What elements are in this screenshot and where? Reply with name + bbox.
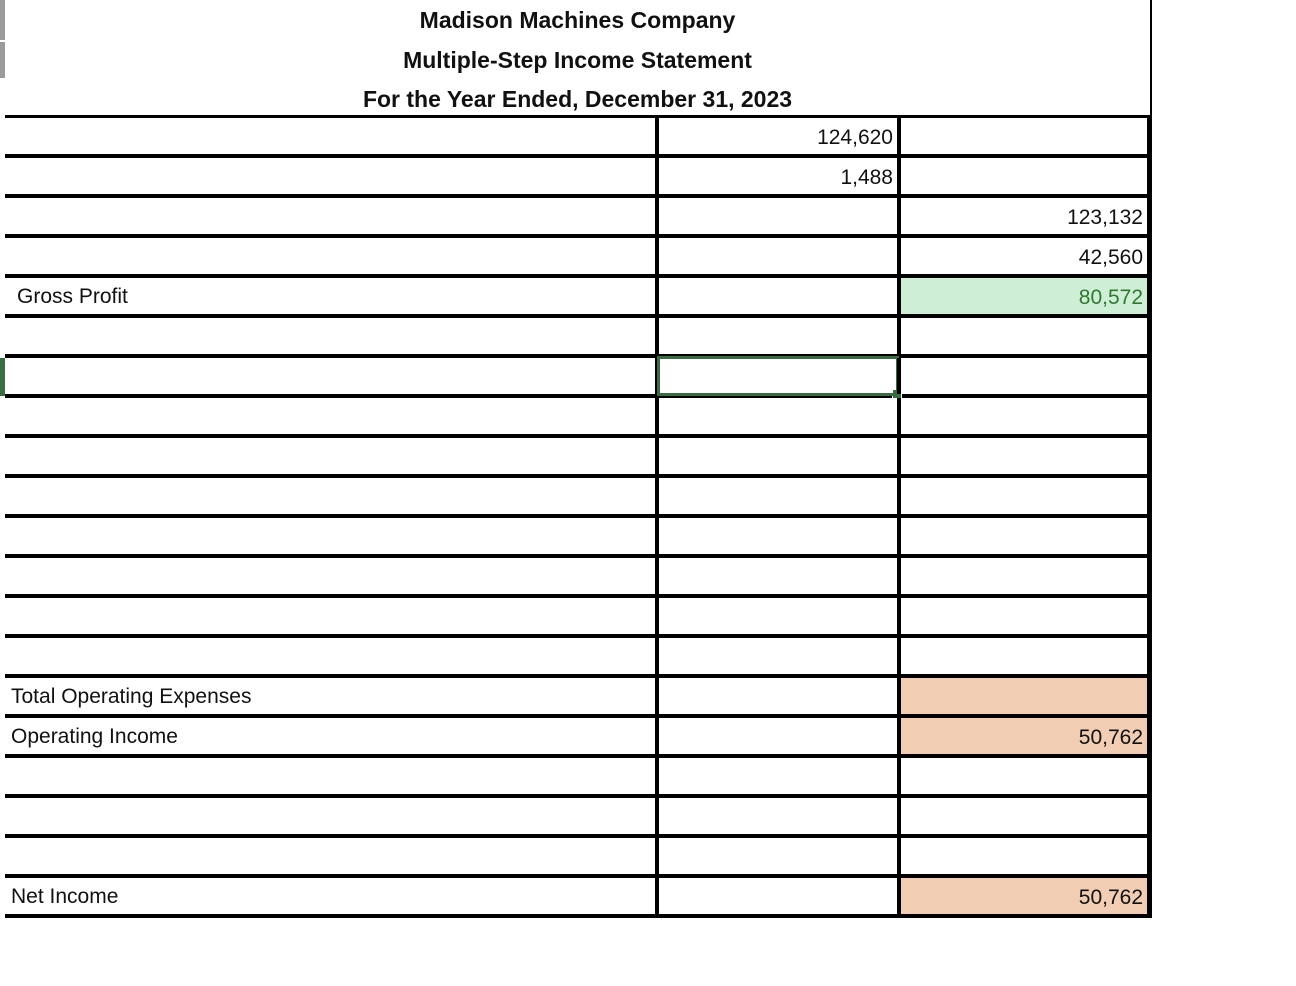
table-row — [5, 638, 1152, 678]
total-cell[interactable] — [901, 678, 1147, 714]
total-cell[interactable] — [901, 398, 1147, 434]
row-label-cell[interactable] — [7, 598, 655, 634]
row-label-cell[interactable] — [7, 838, 655, 874]
table-row — [5, 758, 1152, 798]
amount-cell[interactable] — [659, 758, 897, 794]
table-row — [5, 678, 1152, 718]
amount-cell[interactable]: 1,488 — [840, 166, 893, 189]
table-right-border — [1147, 838, 1152, 874]
table-right-border — [1147, 118, 1152, 154]
table-right-border — [1147, 558, 1152, 594]
table-right-border — [1147, 158, 1152, 194]
amount-cell[interactable] — [659, 438, 897, 474]
amount-cell[interactable] — [659, 198, 897, 234]
table-right-border — [1147, 638, 1152, 674]
total-cell[interactable] — [901, 638, 1147, 674]
table-row — [5, 198, 1152, 238]
row-label-cell[interactable] — [7, 198, 655, 234]
total-cell[interactable] — [901, 558, 1147, 594]
table-row — [5, 478, 1152, 518]
row-label-cell[interactable]: Total Operating Expenses — [11, 685, 252, 708]
total-cell[interactable] — [901, 118, 1147, 154]
table-row — [5, 878, 1152, 918]
amount-cell[interactable] — [659, 238, 897, 274]
statement-title: Multiple-Step Income Statement — [403, 47, 752, 73]
amount-cell[interactable] — [659, 718, 897, 754]
table-right-border — [1147, 318, 1152, 354]
table-row — [5, 158, 1152, 198]
row-label-cell[interactable] — [7, 638, 655, 674]
amount-cell[interactable]: 124,620 — [817, 126, 893, 149]
table-row — [5, 598, 1152, 638]
table-right-border — [1147, 358, 1152, 394]
table-right-border — [1147, 718, 1152, 754]
sheet-right-border — [1150, 0, 1152, 118]
table-row — [5, 358, 1152, 398]
table-row — [5, 238, 1152, 278]
row-label-cell[interactable]: Net Income — [11, 885, 119, 908]
table-right-border — [1147, 678, 1152, 714]
row-label-cell[interactable] — [7, 238, 655, 274]
table-right-border — [1147, 278, 1152, 314]
amount-cell[interactable] — [659, 798, 897, 834]
table-right-border — [1147, 598, 1152, 634]
table-row — [5, 115, 1152, 158]
table-right-border — [1147, 758, 1152, 794]
row-label-cell[interactable] — [7, 798, 655, 834]
table-row — [5, 718, 1152, 758]
table-right-border — [1147, 798, 1152, 834]
total-cell[interactable] — [901, 598, 1147, 634]
table-row — [5, 518, 1152, 558]
total-cell[interactable]: 80,572 — [901, 278, 1147, 314]
total-cell[interactable] — [901, 758, 1147, 794]
amount-cell[interactable] — [659, 678, 897, 714]
row-label-cell[interactable] — [7, 438, 655, 474]
row-label-cell[interactable] — [7, 478, 655, 514]
table-right-border — [1147, 878, 1152, 914]
amount-cell[interactable] — [659, 398, 897, 434]
amount-cell[interactable] — [659, 478, 897, 514]
table-right-border — [1147, 238, 1152, 274]
table-row — [5, 558, 1152, 598]
row-label-cell[interactable] — [7, 358, 655, 394]
table-right-border — [1147, 518, 1152, 554]
amount-cell[interactable] — [659, 518, 897, 554]
table-right-border — [1147, 198, 1152, 234]
total-cell[interactable]: 42,560 — [1078, 246, 1143, 269]
total-cell[interactable]: 123,132 — [1067, 206, 1143, 229]
table-row — [5, 838, 1152, 878]
table-row — [5, 438, 1152, 478]
total-cell[interactable] — [901, 838, 1147, 874]
total-cell[interactable] — [901, 478, 1147, 514]
row-label-cell[interactable] — [7, 158, 655, 194]
amount-cell[interactable] — [659, 558, 897, 594]
selected-cell[interactable] — [659, 358, 897, 394]
total-cell[interactable] — [901, 798, 1147, 834]
amount-cell[interactable] — [659, 278, 897, 314]
total-cell[interactable] — [901, 158, 1147, 194]
total-cell[interactable]: 50,762 — [901, 718, 1147, 754]
amount-cell[interactable] — [659, 638, 897, 674]
total-cell[interactable] — [901, 358, 1147, 394]
table-row — [5, 278, 1152, 318]
row-label-cell[interactable] — [7, 558, 655, 594]
table-right-border — [1147, 478, 1152, 514]
table-row — [5, 798, 1152, 838]
total-cell[interactable]: 50,762 — [901, 878, 1147, 914]
total-cell[interactable] — [901, 438, 1147, 474]
total-cell[interactable] — [901, 518, 1147, 554]
table-row — [5, 398, 1152, 438]
statement-period: For the Year Ended, December 31, 2023 — [362, 86, 793, 112]
amount-cell[interactable] — [659, 318, 897, 354]
table-right-border — [1147, 438, 1152, 474]
row-label-cell[interactable] — [7, 758, 655, 794]
row-label-cell[interactable] — [7, 518, 655, 554]
total-cell[interactable] — [901, 318, 1147, 354]
amount-cell[interactable] — [659, 878, 897, 914]
row-label-cell[interactable] — [7, 318, 655, 354]
amount-cell[interactable] — [659, 838, 897, 874]
amount-cell[interactable] — [659, 598, 897, 634]
row-label-cell[interactable] — [7, 398, 655, 434]
row-label-cell[interactable]: Operating Income — [11, 725, 178, 748]
company-name: Madison Machines Company — [419, 7, 736, 33]
table-right-border — [1147, 398, 1152, 434]
table-row — [5, 318, 1152, 358]
row-label-cell[interactable]: Gross Profit — [17, 285, 128, 308]
row-label-cell[interactable] — [7, 118, 655, 154]
